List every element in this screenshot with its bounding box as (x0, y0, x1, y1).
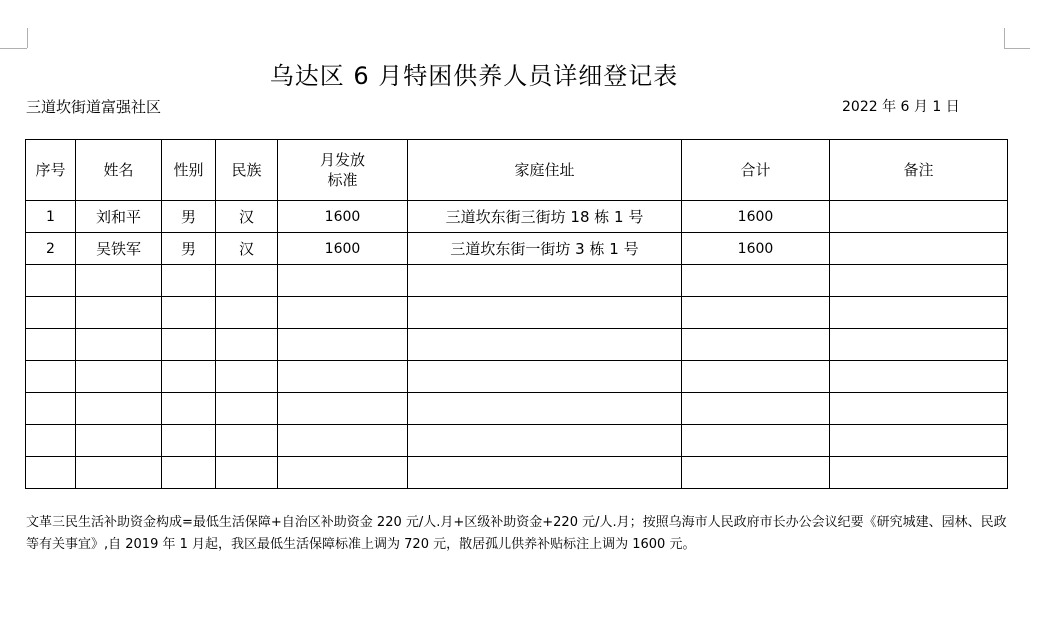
header-cell-ethnicity: 民族 (216, 140, 278, 201)
empty-cell (408, 425, 682, 457)
cell-ethnicity: 汉 (216, 233, 278, 265)
empty-cell (162, 297, 216, 329)
empty-cell (830, 393, 1008, 425)
cell-remark (830, 233, 1008, 265)
empty-cell (278, 425, 408, 457)
empty-cell (26, 265, 76, 297)
empty-cell (162, 425, 216, 457)
empty-cell (162, 361, 216, 393)
empty-cell (216, 297, 278, 329)
empty-cell (682, 457, 830, 489)
empty-cell (76, 329, 162, 361)
empty-cell (278, 361, 408, 393)
empty-cell (682, 265, 830, 297)
empty-cell (216, 457, 278, 489)
empty-cell (162, 265, 216, 297)
empty-cell (76, 361, 162, 393)
cell-name: 刘和平 (76, 201, 162, 233)
cell-total: 1600 (682, 233, 830, 265)
table-row-empty (26, 393, 1008, 425)
cell-no: 1 (26, 201, 76, 233)
empty-cell (26, 457, 76, 489)
empty-cell (682, 393, 830, 425)
cell-standard: 1600 (278, 233, 408, 265)
empty-cell (216, 265, 278, 297)
cell-remark (830, 201, 1008, 233)
empty-cell (278, 265, 408, 297)
empty-cell (26, 425, 76, 457)
table-row-empty (26, 361, 1008, 393)
cell-no: 2 (26, 233, 76, 265)
footnote-text: 文革三民生活补助资金构成=最低生活保障+自治区补助资金 220 元/人.月+区级补助资金+220 元/人.月；按照乌海市人民政府市长办公会议纪要《研究城建、园林、民政等有关事宜》,自 2019 年 1 月起，我区最低生活保障标准上调为 720 元，散居孤儿供养补贴标注上调为 1600 元。 (26, 515, 1007, 552)
document-title: 乌达区 6 月特困供养人员详细登记表 (269, 62, 679, 90)
header-cell-remark: 备注 (830, 140, 1008, 201)
empty-cell (216, 393, 278, 425)
header-cell-gender: 性别 (162, 140, 216, 201)
empty-cell (76, 393, 162, 425)
page-corner-mark-top-left (0, 48, 27, 49)
empty-cell (408, 361, 682, 393)
empty-cell (408, 393, 682, 425)
empty-cell (76, 297, 162, 329)
table-row-empty (26, 425, 1008, 457)
table-row-empty (26, 265, 1008, 297)
page-corner-mark-top-left (27, 28, 28, 48)
page-corner-mark-top-right (1004, 48, 1030, 49)
empty-cell (162, 393, 216, 425)
header-cell-standard: 月发放 标准 (278, 140, 408, 201)
empty-cell (408, 297, 682, 329)
cell-gender: 男 (162, 233, 216, 265)
cell-gender: 男 (162, 201, 216, 233)
header-cell-address: 家庭住址 (408, 140, 682, 201)
page-corner-mark-top-right (1004, 28, 1005, 48)
empty-cell (830, 329, 1008, 361)
empty-cell (216, 361, 278, 393)
empty-cell (162, 329, 216, 361)
empty-cell (26, 329, 76, 361)
community-name: 三道坎街道富强社区 (26, 98, 162, 116)
empty-cell (682, 361, 830, 393)
table-header-row (26, 140, 1008, 201)
empty-cell (830, 361, 1008, 393)
table-body (26, 201, 1008, 489)
empty-cell (76, 425, 162, 457)
empty-cell (408, 329, 682, 361)
empty-cell (278, 457, 408, 489)
header-cell-name: 姓名 (76, 140, 162, 201)
cell-name: 吴铁军 (76, 233, 162, 265)
cell-standard: 1600 (278, 201, 408, 233)
empty-cell (76, 265, 162, 297)
empty-cell (26, 393, 76, 425)
table-row-empty (26, 297, 1008, 329)
document-date: 2022 年 6 月 1 日 (842, 99, 960, 115)
empty-cell (830, 265, 1008, 297)
cell-address: 三道坎东街三街坊 18 栋 1 号 (408, 201, 682, 233)
empty-cell (278, 329, 408, 361)
empty-cell (26, 361, 76, 393)
empty-cell (216, 425, 278, 457)
empty-cell (408, 457, 682, 489)
header-cell-no: 序号 (26, 140, 76, 201)
header-cell-total: 合计 (682, 140, 830, 201)
empty-cell (830, 425, 1008, 457)
empty-cell (26, 297, 76, 329)
empty-cell (408, 265, 682, 297)
registration-table (25, 139, 1008, 489)
empty-cell (682, 329, 830, 361)
cell-address: 三道坎东街一街坊 3 栋 1 号 (408, 233, 682, 265)
cell-ethnicity: 汉 (216, 201, 278, 233)
table-row-empty (26, 329, 1008, 361)
empty-cell (76, 457, 162, 489)
table-row (26, 201, 1008, 233)
empty-cell (278, 297, 408, 329)
empty-cell (830, 297, 1008, 329)
empty-cell (682, 297, 830, 329)
table-row (26, 233, 1008, 265)
cell-total: 1600 (682, 201, 830, 233)
empty-cell (278, 393, 408, 425)
empty-cell (216, 329, 278, 361)
empty-cell (162, 457, 216, 489)
empty-cell (830, 457, 1008, 489)
table-row-empty (26, 457, 1008, 489)
empty-cell (682, 425, 830, 457)
